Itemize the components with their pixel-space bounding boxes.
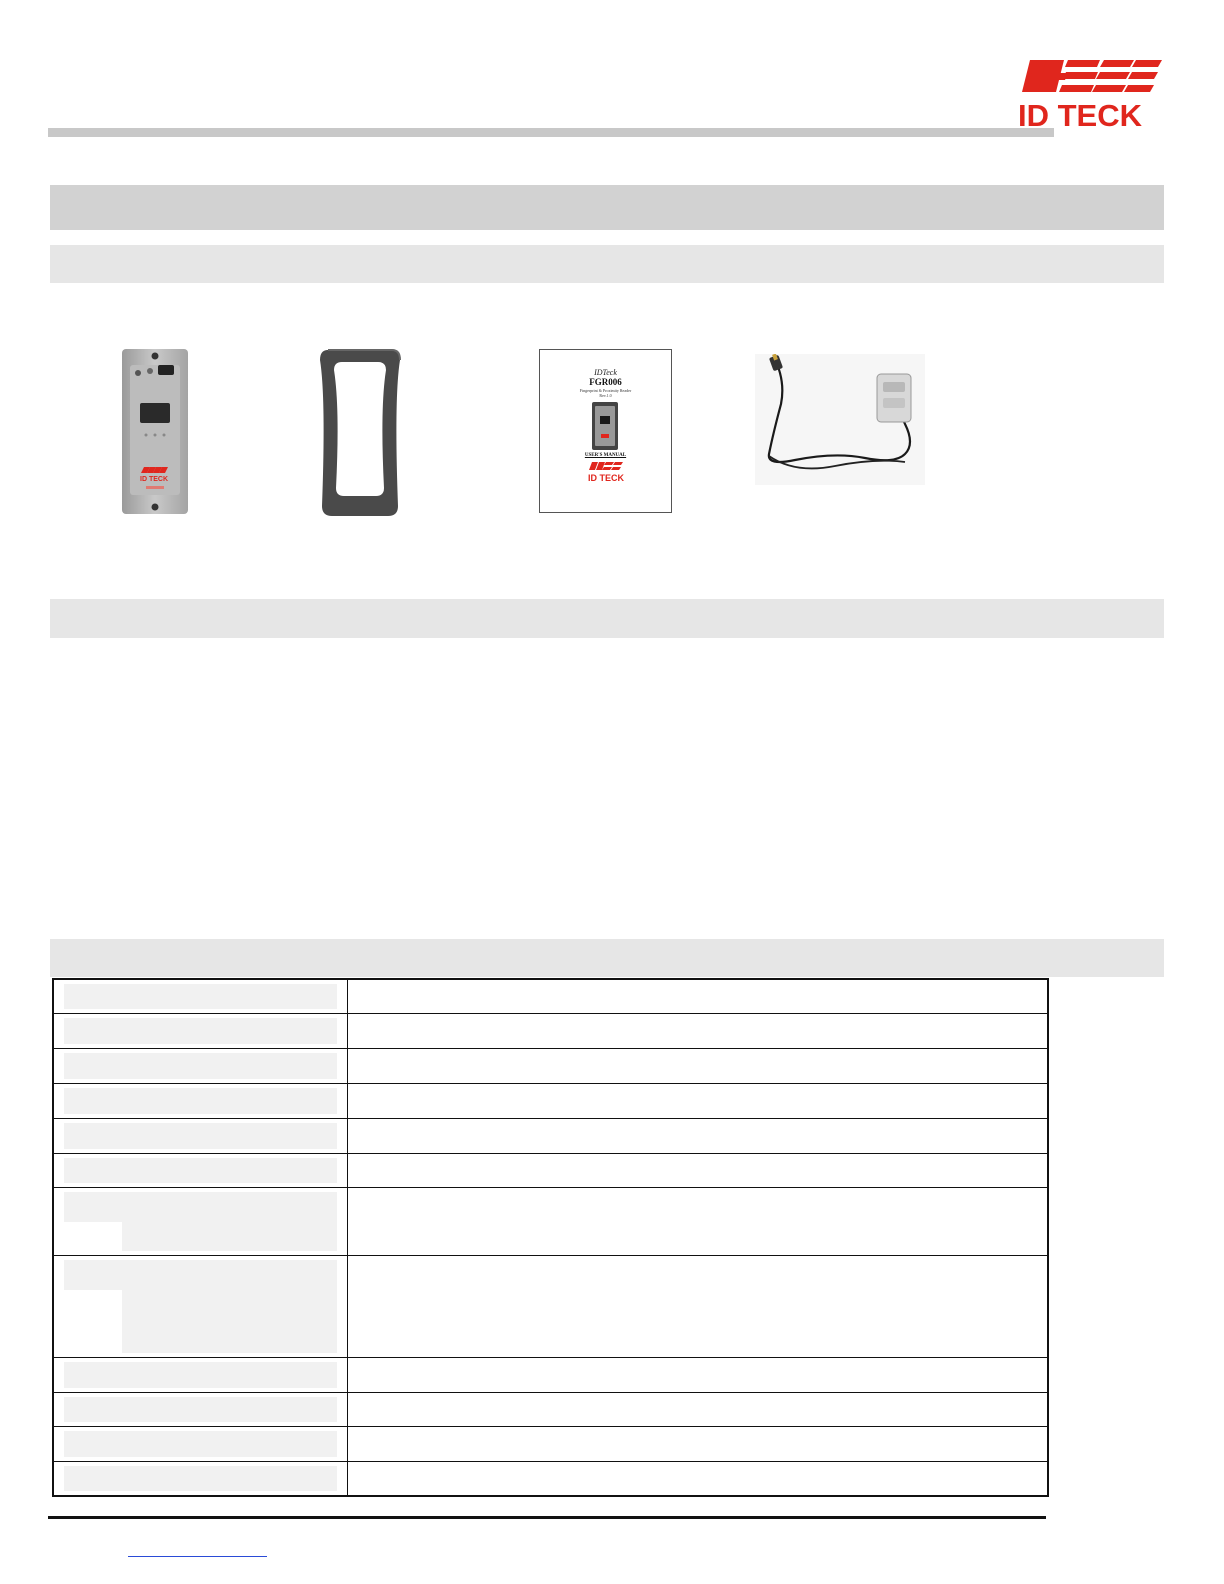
ness-idteck-logo	[1012, 56, 1172, 132]
spec-key-cell	[53, 1357, 348, 1392]
spec-value-cell	[348, 979, 1049, 1013]
spec-value-cell	[348, 1083, 1049, 1118]
spec-value-cell	[348, 1187, 1049, 1255]
manual-brand: IDTeck	[594, 368, 617, 377]
logo-wordmark: ID TECK	[1018, 98, 1142, 132]
spec-key-cell	[53, 1153, 348, 1187]
table-row	[53, 1392, 1048, 1426]
spec-key-cell	[53, 1255, 348, 1357]
spec-table	[52, 978, 1049, 1497]
table-row	[53, 1187, 1048, 1255]
footer-rule	[48, 1516, 1046, 1519]
users-manual-image	[539, 349, 672, 513]
spec-value-cell	[348, 1153, 1049, 1187]
spec-value-cell	[348, 1461, 1049, 1496]
table-row	[53, 1426, 1048, 1461]
cable-adapter-image	[755, 354, 925, 485]
spec-key-cell	[53, 1426, 348, 1461]
header-rule	[48, 128, 1054, 137]
section-band-features	[50, 599, 1164, 638]
spec-value-cell	[348, 1426, 1049, 1461]
table-row	[53, 1083, 1048, 1118]
table-row	[53, 1357, 1048, 1392]
spec-value-cell	[348, 1392, 1049, 1426]
spec-key-cell	[53, 1187, 348, 1255]
table-row	[53, 1461, 1048, 1496]
spec-value-cell	[348, 1255, 1049, 1357]
spec-value-cell	[348, 1013, 1049, 1048]
bezel-cover-image	[318, 348, 402, 518]
manual-logo	[586, 461, 626, 483]
spec-key-cell	[53, 1083, 348, 1118]
spec-value-cell	[348, 1118, 1049, 1153]
spec-key-cell	[53, 979, 348, 1013]
reader-logo-text: ID TECK	[140, 476, 168, 483]
manual-caption: USER'S MANUAL	[584, 453, 627, 458]
spec-value-cell	[348, 1048, 1049, 1083]
spec-key-cell	[53, 1392, 348, 1426]
spec-key-cell	[53, 1461, 348, 1496]
table-row	[53, 1118, 1048, 1153]
spec-key-cell	[53, 1118, 348, 1153]
manual-model: FGR006	[589, 377, 622, 387]
table-row	[53, 1255, 1048, 1357]
table-row	[53, 1153, 1048, 1187]
table-row	[53, 1048, 1048, 1083]
table-row	[53, 979, 1048, 1013]
section-band-title	[50, 185, 1164, 230]
section-band-components	[50, 245, 1164, 283]
manual-rev: Rev.1.0	[599, 393, 612, 398]
manual-device-photo	[592, 402, 618, 450]
manual-logo-text: ID TECK	[588, 473, 624, 483]
footer-link-underline[interactable]	[128, 1556, 267, 1557]
fingerprint-reader-image	[122, 349, 188, 514]
section-band-specifications	[50, 939, 1164, 977]
table-row	[53, 1013, 1048, 1048]
manual-subtitle: Fingerprint & Proximity Reader	[579, 388, 632, 393]
spec-value-cell	[348, 1357, 1049, 1392]
spec-key-cell	[53, 1048, 348, 1083]
spec-key-cell	[53, 1013, 348, 1048]
